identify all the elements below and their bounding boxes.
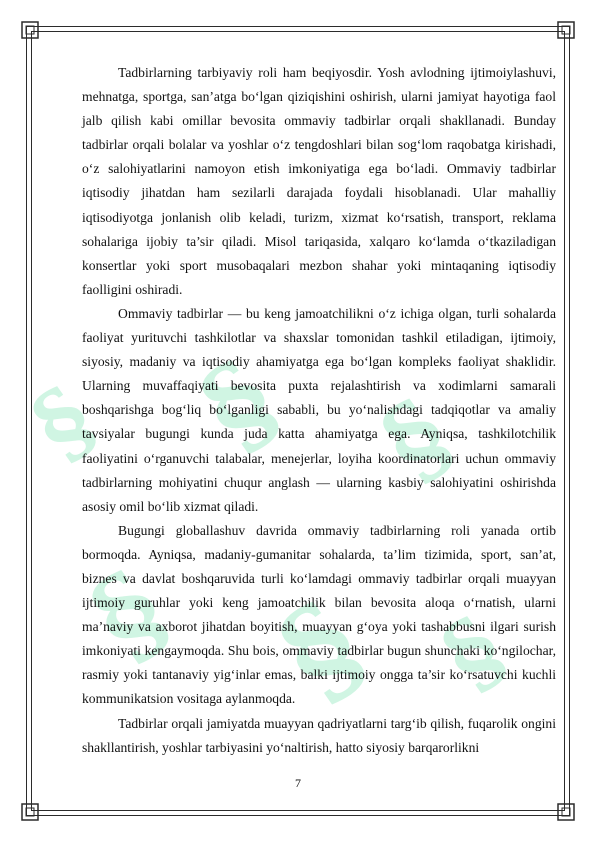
paragraph: Tadbirlar orqali jamiyatda muayyan qadriyatlarni targ‘ib qilish, fuqarolik ongini shakllantirish, yoshlar tarbiyasini yo‘naltirish, hatto siyosiy barqarorlikni bbox=[82, 715, 556, 755]
corner-ornament-icon bbox=[555, 19, 577, 41]
watermark-glyph: § bbox=[68, 545, 190, 684]
page-number: 7 bbox=[295, 776, 301, 790]
paragraph: Tadbirlarning tarbiyaviy roli ham beqiyosdir. Yosh avlodning ijtimoiylashuvi, mehnatga, sportga, san’atga bo‘lgan qiziqishini oshirish, ularni jamiyat hayotiga faol jalb qilish kabi omillar bevosita ommaviy tadbirlar orqali shakllanadi. Bunday tadbirlar orqali bolalar va yoshlar o‘z tengdoshlari bilan sog‘lom raqobatga kirishadi, o‘z salohiyatlarini namoyon etish imkoniyatiga ega bo‘ladi. Ommaviy tadbirlar iqtisodiy jihatdan ham sezilarli darajada foydali hisoblanadi. Ular mahalliy iqtisodiyotga jonlanish olib keladi, turizm, xizmat ko‘rsatish, transport, reklama sohalariga ijobiy ta’sir qiladi. Misol tariqasida, xalqaro ko‘lamda o‘tkaziladigan konsertlar yoki sport musobaqalari mezbon shahar yoki mintaqaning iqtisodiy faolligini oshiradi. bbox=[82, 65, 556, 297]
watermark-glyph: § bbox=[178, 335, 300, 474]
body-text bbox=[82, 61, 556, 760]
watermark-glyph: § bbox=[13, 366, 114, 480]
watermark-glyph: § bbox=[255, 574, 388, 727]
corner-ornament-icon bbox=[555, 801, 577, 823]
corner-ornament-icon bbox=[19, 801, 41, 823]
paragraph: Bugungi globallashuv davrida ommaviy tadbirlarning roli yanada ortib bormoqda. Ayniqsa, madaniy-gumanitar sohalarda, ta’lim tizimida, sport, san’at, biznes va davlat boshqaruvida turli ko‘lamdagi ommaviy tadbirlar orqali muayyan ijtimoiy guruhlar yoki keng jamoatchilik bilan bevosita aloqa o‘rnatish, ularni ma’naviy va axborot jihatdan boyitish, muayyan g‘oya yoki tashabbusni ilgari surish imkoniyati kengaymoqda. Shu bois, ommaviy tadbirlar bugun shunchaki ko‘ngilochar, rasmiy yoki tantanaviy yig‘inlar emas, balki ijtimoiy ongga ta’sir ko‘rsatuvchi kuchli kommunikatsion vositaga aylanmoqda. bbox=[82, 522, 556, 707]
corner-ornament-icon bbox=[19, 19, 41, 41]
watermark-glyph: § bbox=[360, 375, 472, 503]
watermark-glyph: § bbox=[423, 596, 524, 710]
paragraph: Ommaviy tadbirlar — bu keng jamoatchilikni o‘z ichiga olgan, turli sohalarda faoliyat yurituvchi tashkilotlar va shaxslar tomonidan tashkil etiladigan, ijtimoiy, siyosiy, madaniy va iqtisodiy ahamiyatga ega bo‘lgan kompleks faoliyat shaklidir. Ularning muvaffaqiyati bevosita puxta rejalashtirish va xodimlarni samarali boshqarishga bog‘liq bo‘lganligi sababli, bu yo‘nalishdagi tadqiqotlar va amaliy tavsiyalar bugungi kunda juda katta ahamiyatga ega. Ayniqsa, tashkilotchilik faoliyatini o‘rganuvchi talabalar, menejerlar, loyiha koordinatorlari uchun ommaviy tadbirlarning mohiyatini chuqur anglash — ularning kasbiy salohiyatini oshirishda asosiy omil bo‘lib xizmat qiladi. bbox=[82, 305, 556, 514]
